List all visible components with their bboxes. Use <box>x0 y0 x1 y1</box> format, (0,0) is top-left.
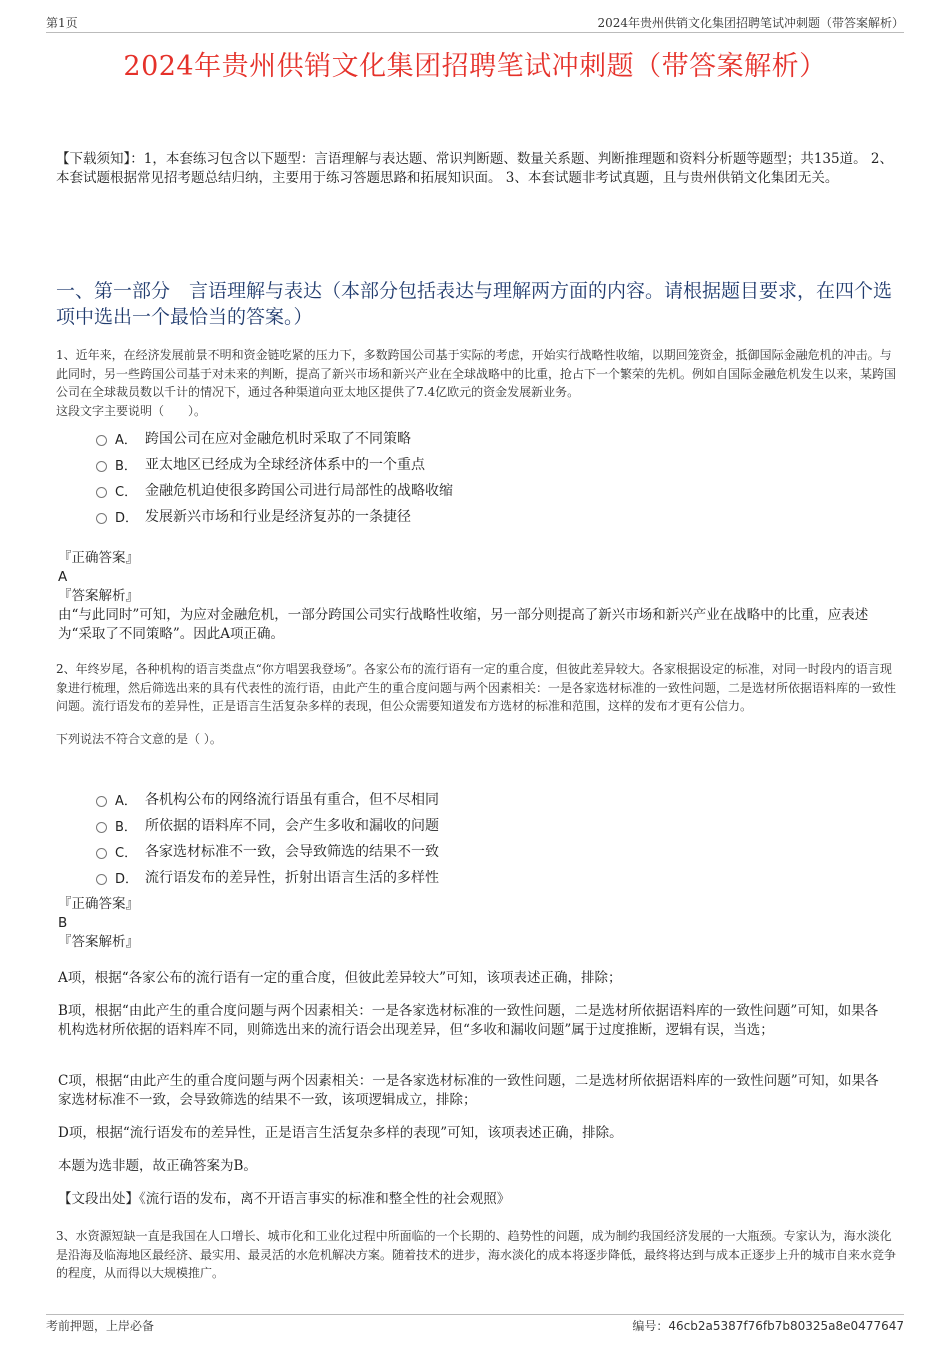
question-2-prompt: 下列说法不符合文意的是（ ）。 <box>56 731 222 746</box>
question-1-stem <box>56 346 896 420</box>
correct-answer: A <box>58 569 68 585</box>
radio-icon[interactable] <box>96 513 107 524</box>
analysis-c: C项，根据“由此产生的重合度问题与两个因素相关：一是各家选材标准的一致性问题，二是选材所依据语料库的一致性问题”可知，如果各家选材标准不一致，会导致筛选的结果不一致，该项逻辑成立，排除； <box>58 1073 879 1108</box>
analysis-a: A项，根据“各家公布的流行语有一定的重合度，但彼此差异较大”可知，该项表述正确，排除； <box>58 970 622 986</box>
page-footer <box>46 1314 904 1333</box>
question-3-text: 3、水资源短缺一直是我国在人口增长、城市化和工业化过程中所面临的一个长期的、趋势性的问题，成为制约我国经济发展的一大瓶颈。专家认为，海水淡化是沿海及临海地区最经济、最实用、最灵活的水危机解决方案。随着技术的进步，海水淡化的成本将逐步降低，最终将达到与成本正逐步上升的城市自来水竞争的程度，从而得以大规模推广。 <box>56 1229 897 1280</box>
question-1-prompt: 这段文字主要说明（ ）。 <box>56 403 207 418</box>
question-1-answer <box>58 549 888 644</box>
page-header <box>46 14 904 33</box>
analysis-d: D项，根据“流行语发布的差异性，正是语言生活复杂多样的表现”可知，该项表述正确，排除。 <box>58 1125 623 1141</box>
question-2-options <box>96 786 796 890</box>
option-b[interactable]: B． 亚太地区已经成为全球经济体系中的一个重点 <box>96 451 796 477</box>
document-title: 2024年贵州供销文化集团招聘笔试冲刺题（带答案解析） <box>123 51 827 82</box>
option-b[interactable]: B． 所依据的语料库不同，会产生多收和漏收的问题 <box>96 812 796 838</box>
analysis-label: 『答案解析』 <box>58 934 139 950</box>
source-citation: 【文段出处】《流行语的发布，离不开语言事实的标准和整全性的社会观照》 <box>58 1191 511 1207</box>
radio-icon[interactable] <box>96 461 107 472</box>
option-a[interactable]: A． 跨国公司在应对金融危机时采取了不同策略 <box>96 425 796 451</box>
page-number: 第1页 <box>46 16 78 30</box>
radio-icon[interactable] <box>96 796 107 807</box>
radio-icon[interactable] <box>96 848 107 859</box>
answer-label: 『正确答案』 <box>58 550 139 566</box>
radio-icon[interactable] <box>96 487 107 498</box>
footer-slogan: 考前押题，上岸必备 <box>46 1319 155 1333</box>
radio-icon[interactable] <box>96 874 107 885</box>
radio-icon[interactable] <box>96 822 107 833</box>
analysis-label: 『答案解析』 <box>58 588 139 604</box>
section-title: 一、第一部分 言语理解与表达（本部分包括表达与理解两方面的内容。请根据题目要求，在四个选项中选出一个最恰当的答案。） <box>56 280 893 328</box>
analysis-text: 由“与此同时”可知，为应对金融危机，一部分跨国公司实行战略性收缩，另一部分则提高了新兴市场和新兴产业在战略中的比重，应表述为“采取了不同策略”。因此A项正确。 <box>58 607 869 642</box>
option-d[interactable]: D． 发展新兴市场和行业是经济复苏的一条捷径 <box>96 503 796 529</box>
question-1-options <box>96 425 796 529</box>
header-doc-title: 2024年贵州供销文化集团招聘笔试冲刺题（带答案解析） <box>597 16 904 30</box>
option-a[interactable]: A． 各机构公布的网络流行语虽有重合，但不尽相同 <box>96 786 796 812</box>
question-1-text: 1、近年来，在经济发展前景不明和资金链吃紧的压力下，多数跨国公司基于实际的考虑，开始实行战略性收缩，以期回笼资金，抵御国际金融危机的冲击。与此同时，另一些跨国公司基于对未来的判断，提高了新兴市场和新兴产业在全球战略中的比重，抢占下一个繁荣的先机。例如自国际金融危机发生以来，某跨国公司在全球裁员数以千计的情况下，通过各种渠道向亚太地区提供了7.4亿欧元的资金发展新业务。 <box>56 348 897 399</box>
option-d[interactable]: D． 流行语发布的差异性，折射出语言生活的多样性 <box>96 864 796 890</box>
option-c[interactable]: C． 各家选材标准不一致，会导致筛选的结果不一致 <box>96 838 796 864</box>
correct-answer: B <box>58 915 68 931</box>
document-code: 46cb2a5387f76fb7b80325a8e0477647 <box>668 1319 904 1333</box>
answer-label: 『正确答案』 <box>58 896 139 912</box>
question-2-answer <box>58 895 888 952</box>
footer-code: 编号：46cb2a5387f76fb7b80325a8e0477647 <box>632 1319 904 1333</box>
option-c[interactable]: C． 金融危机迫使很多跨国公司进行局部性的战略收缩 <box>96 477 796 503</box>
question-3-stem <box>56 1227 896 1283</box>
analysis-b: B项，根据“由此产生的重合度问题与两个因素相关：一是各家选材标准的一致性问题，二是选材所依据语料库的一致性问题”可知，如果各机构选材所依据的语料库不同，则筛选出来的流行语会出现差异，但“多收和漏收问题”属于过度推断，逻辑有误，当选； <box>58 1003 879 1038</box>
download-notice: 【下载须知】：1，本套练习包含以下题型：言语理解与表达题、常识判断题、数量关系题、判断推理题和资料分析题等题型；共135道。 2、本套试题根据常见招考题总结归纳，主要用于练习答题思路和拓展知识面。 3、本套试题非考试真题，且与贵州供销文化集团无关。 <box>56 151 893 186</box>
radio-icon[interactable] <box>96 435 107 446</box>
question-2-text: 2、年终岁尾，各种机构的语言类盘点“你方唱罢我登场”。各家公布的流行语有一定的重合度，但彼此差异较大。各家根据设定的标准，对同一时段内的语言现象进行梳理，然后筛选出来的具有代表性的流行语，由此产生的重合度问题与两个因素相关：一是各家选材标准的一致性问题，二是选材所依据语料库的一致性问题。流行语发布的差异性，正是语言生活复杂多样的表现，但公众需要知道发布方选材的标准和范围，这样的发布才更有公信力。 <box>56 662 897 713</box>
question-2-stem <box>56 660 896 748</box>
conclusion: 本题为选非题，故正确答案为B。 <box>58 1158 257 1174</box>
